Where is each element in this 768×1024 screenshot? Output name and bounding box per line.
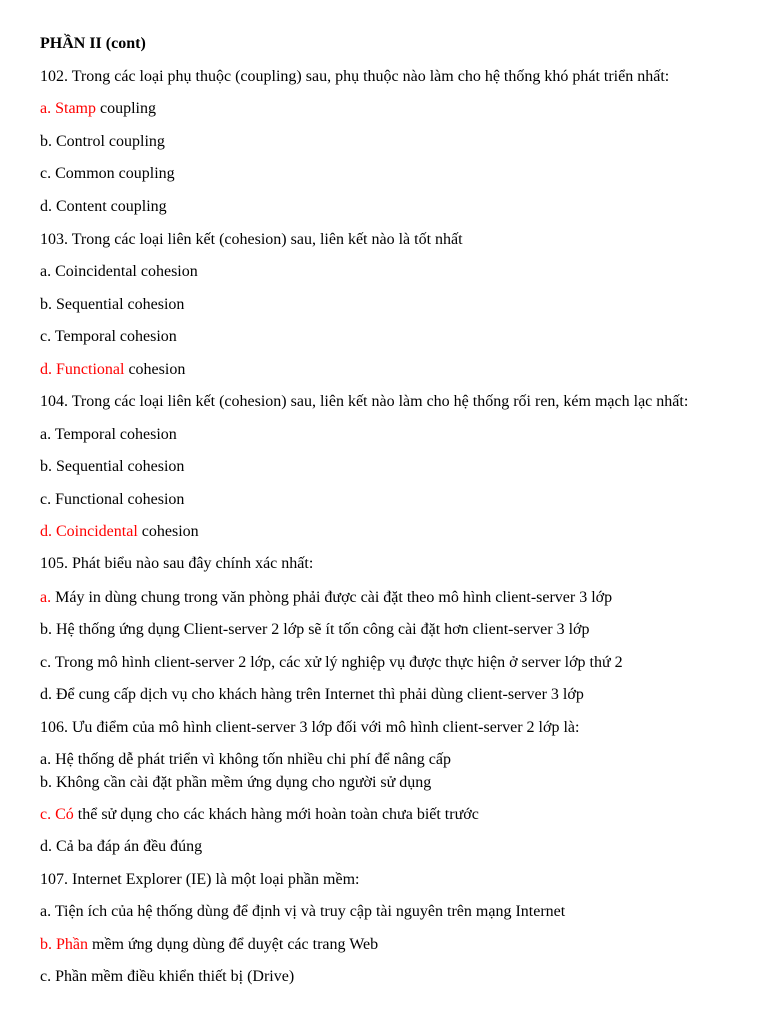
option-103-d: d. Functional cohesion — [40, 361, 186, 378]
option-104-d: d. Coincidental cohesion — [40, 523, 199, 540]
option-106-a: a. Hệ thống dễ phát triển vì không tốn nhiều chi phí để nâng cấp — [40, 751, 452, 768]
option-104-c: c. Functional cohesion — [40, 491, 185, 508]
question-103: 103. Trong các loại liên kết (cohesion) sau, liên kết nào là tốt nhất — [40, 231, 463, 248]
answer-highlight: b. Phần — [40, 936, 88, 953]
option-103-b: b. Sequential cohesion — [40, 296, 185, 313]
option-104-b: b. Sequential cohesion — [40, 458, 185, 475]
option-102-c: c. Common coupling — [40, 165, 175, 182]
option-105-d: d. Để cung cấp dịch vụ cho khách hàng trên Internet thì phải dùng client-server 3 lớp — [40, 686, 584, 703]
question-106: 106. Ưu điểm của mô hình client-server 3 lớp đối với mô hình client-server 2 lớp là: — [40, 719, 580, 736]
answer-highlight: a. — [40, 589, 52, 606]
option-105-c: c. Trong mô hình client-server 2 lớp, các xử lý nghiệp vụ được thực hiện ở server lớp thứ 2 — [40, 654, 623, 671]
option-103-c: c. Temporal cohesion — [40, 328, 177, 345]
option-107-c: c. Phần mềm điều khiển thiết bị (Drive) — [40, 968, 295, 985]
option-105-b: b. Hệ thống ứng dụng Client-server 2 lớp sẽ ít tốn công cài đặt hơn client-server 3 lớp — [40, 621, 590, 638]
option-104-a: a. Temporal cohesion — [40, 426, 177, 443]
question-105: 105. Phát biểu nào sau đây chính xác nhất: — [40, 555, 314, 572]
option-102-d: d. Content coupling — [40, 198, 167, 215]
option-106-c: c. Có thể sử dụng cho các khách hàng mới hoàn toàn chưa biết trước — [40, 806, 479, 823]
question-102: 102. Trong các loại phụ thuộc (coupling) sau, phụ thuộc nào làm cho hệ thống khó phát triển nhất: — [40, 68, 670, 85]
option-107-b: b. Phần mềm ứng dụng dùng để duyệt các trang Web — [40, 936, 379, 953]
answer-highlight: d. Functional — [40, 361, 125, 378]
answer-highlight: a. Stamp — [40, 100, 96, 117]
answer-highlight: c. Có — [40, 806, 74, 823]
option-103-a: a. Coincidental cohesion — [40, 263, 198, 280]
option-106-d: d. Cả ba đáp án đều đúng — [40, 838, 203, 855]
question-104: 104. Trong các loại liên kết (cohesion) sau, liên kết nào làm cho hệ thống rối ren, kém mạch lạc nhất: — [40, 393, 689, 410]
option-102-b: b. Control coupling — [40, 133, 165, 150]
option-102-a: a. Stamp coupling — [40, 100, 156, 117]
option-105-a: a. Máy in dùng chung trong văn phòng phải được cài đặt theo mô hình client-server 3 lớp — [40, 589, 613, 606]
question-107: 107. Internet Explorer (IE) là một loại phần mềm: — [40, 871, 360, 888]
answer-highlight: d. Coincidental — [40, 523, 138, 540]
option-107-a: a. Tiện ích của hệ thống dùng để định vị và truy cập tài nguyên trên mạng Internet — [40, 903, 566, 920]
option-106-b: b. Không cần cài đặt phần mềm ứng dụng cho người sử dụng — [40, 774, 432, 791]
section-heading: PHẦN II (cont) — [40, 35, 146, 52]
